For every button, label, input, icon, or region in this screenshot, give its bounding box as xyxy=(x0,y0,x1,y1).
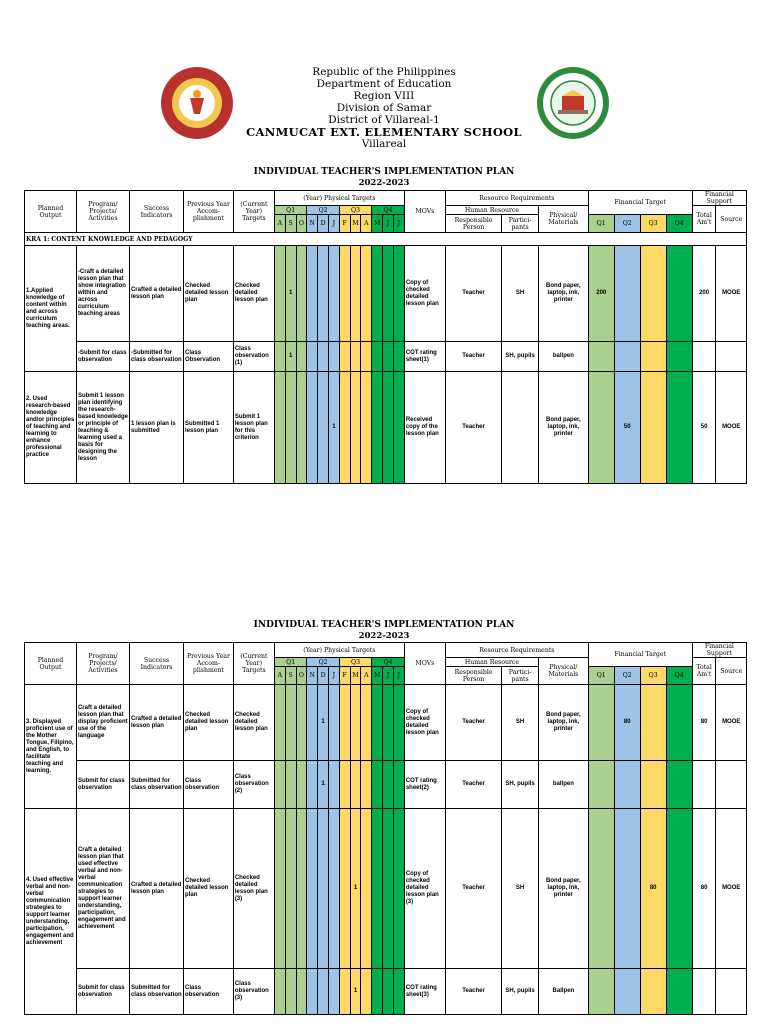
movs-cell: Copy of checked detailed lesson plan (3) xyxy=(404,809,445,969)
financial-quarter-cell xyxy=(588,969,614,1015)
current-target-cell: Checked detailed lesson plan xyxy=(233,685,274,761)
header-program: Program/ Projects/ Activities xyxy=(76,191,129,233)
header-quarter-3: Q3 xyxy=(339,658,371,667)
financial-quarter-cell xyxy=(666,342,692,372)
movs-cell: Copy of checked detailed lesson plan xyxy=(404,685,445,761)
movs-cell: COT rating sheet(2) xyxy=(404,761,445,809)
month-cell xyxy=(285,372,296,484)
month-cell xyxy=(383,809,394,969)
month-cell xyxy=(307,809,318,969)
month-cell xyxy=(285,809,296,969)
division-line: Division of Samar xyxy=(336,102,432,114)
town-line: Villareal xyxy=(361,138,407,150)
month-cell xyxy=(361,969,372,1015)
header-total-amount: Total Am't xyxy=(692,206,716,233)
month-cell xyxy=(296,761,307,809)
participants-cell: SH xyxy=(502,809,539,969)
financial-quarter-cell: 50 xyxy=(614,372,640,484)
month-cell xyxy=(307,685,318,761)
responsible-person-cell: Teacher xyxy=(445,761,501,809)
header-responsible-person: Responsible Person xyxy=(445,667,501,685)
header-month: D xyxy=(318,667,329,685)
materials-cell: Bond paper, laptop, ink, printer xyxy=(538,809,588,969)
previous-accomplishment-cell: Class Observation xyxy=(184,342,234,372)
source-cell: MOOE xyxy=(716,246,747,342)
responsible-person-cell: Teacher xyxy=(445,372,501,484)
district-line: District of Villareal-1 xyxy=(328,114,440,126)
total-amount-cell: 200 xyxy=(692,246,716,342)
total-amount-cell xyxy=(692,969,716,1015)
month-cell xyxy=(307,969,318,1015)
program-cell: -Craft a detailed lesson plan that show integration within and across curriculum teaching areas xyxy=(76,246,129,342)
header-human-resource: Human Resource xyxy=(445,206,538,215)
header-month: M xyxy=(372,667,383,685)
header-quarter-1: Q1 xyxy=(274,206,306,215)
month-cell xyxy=(318,342,329,372)
header-month: A xyxy=(274,667,285,685)
header-month: F xyxy=(339,215,350,233)
participants-cell: SH xyxy=(502,685,539,761)
previous-accomplishment-cell: Submitted 1 lesson plan xyxy=(184,372,234,484)
table-row xyxy=(25,372,747,484)
program-cell: Submit for class observation xyxy=(76,761,129,809)
month-cell xyxy=(393,372,404,484)
kra-label: KRA 1: CONTENT KNOWLEDGE AND PEDAGOGY xyxy=(25,233,747,246)
month-cell xyxy=(307,761,318,809)
month-cell xyxy=(372,685,383,761)
responsible-person-cell: Teacher xyxy=(445,342,501,372)
header-planned-output: Planned Output xyxy=(25,643,77,685)
table-row xyxy=(25,969,747,1015)
financial-quarter-cell xyxy=(614,809,640,969)
financial-quarter-cell: 200 xyxy=(588,246,614,342)
month-cell xyxy=(307,342,318,372)
source-cell xyxy=(716,969,747,1015)
current-target-cell: Class observation (2) xyxy=(233,761,274,809)
month-cell xyxy=(372,761,383,809)
month-cell xyxy=(393,761,404,809)
financial-quarter-cell xyxy=(640,246,666,342)
header-month: N xyxy=(307,667,318,685)
month-cell xyxy=(318,809,329,969)
month-cell xyxy=(350,761,361,809)
source-cell: MOOE xyxy=(716,372,747,484)
planned-output-cell: 2. Used research-based knowledge and/or principles of teaching and learning to enhance professional practice xyxy=(25,372,77,484)
month-cell xyxy=(339,685,350,761)
school-seal-icon xyxy=(536,66,610,140)
header-financial-quarter-1: Q1 xyxy=(588,667,614,685)
header-movs: MOVs xyxy=(404,643,445,685)
month-cell xyxy=(328,969,339,1015)
program-cell: Craft a detailed lesson plan that used effective verbal and non-verbal communication strategies to support learner understanding, participation, engagement and achievement xyxy=(76,809,129,969)
financial-quarter-cell xyxy=(666,809,692,969)
header-human-resource: Human Resource xyxy=(445,658,538,667)
planned-output-cell: 3. Displayed proficient use of the Mother Tongue, Filipino, and English, to facilitate teaching and learning. xyxy=(25,685,77,809)
materials-cell: Bond paper, laptop, ink, printer xyxy=(538,246,588,342)
financial-quarter-cell: 80 xyxy=(640,809,666,969)
month-cell xyxy=(274,342,285,372)
header-month: O xyxy=(296,667,307,685)
source-cell xyxy=(716,761,747,809)
header-physical-materials: Physical/ Materials xyxy=(538,658,588,685)
letterhead xyxy=(0,0,768,160)
success-indicator-cell: Crafted a detailed lesson plan xyxy=(129,246,183,342)
month-cell xyxy=(339,809,350,969)
header-financial-quarter-4: Q4 xyxy=(666,215,692,233)
month-cell xyxy=(285,761,296,809)
month-cell xyxy=(328,761,339,809)
month-cell xyxy=(350,685,361,761)
success-indicator-cell: Crafted a detailed lesson plan xyxy=(129,809,183,969)
month-cell: 1 xyxy=(350,969,361,1015)
total-amount-cell: 50 xyxy=(692,372,716,484)
month-cell xyxy=(318,246,329,342)
header-quarter-3: Q3 xyxy=(339,206,371,215)
participants-cell: SH, pupils xyxy=(502,342,539,372)
implementation-plan-table-1 xyxy=(24,190,747,484)
month-cell xyxy=(296,685,307,761)
previous-accomplishment-cell: Class observation xyxy=(184,761,234,809)
header-financial-quarter-1: Q1 xyxy=(588,215,614,233)
header-month: A xyxy=(274,215,285,233)
header-previous-year: Previous Year Accom-plishment xyxy=(184,643,234,685)
header-total-amount: Total Am't xyxy=(692,658,716,685)
month-cell xyxy=(318,372,329,484)
table-row xyxy=(25,342,747,372)
financial-quarter-cell xyxy=(614,342,640,372)
header-source: Source xyxy=(716,206,747,233)
month-cell xyxy=(296,809,307,969)
table-row xyxy=(25,761,747,809)
header-resource-requirements: Resource Requirements xyxy=(445,191,588,206)
header-month: N xyxy=(307,215,318,233)
financial-quarter-cell xyxy=(588,809,614,969)
header-financial-quarter-3: Q3 xyxy=(640,667,666,685)
month-cell xyxy=(383,372,394,484)
plan-title-2 xyxy=(0,620,768,642)
source-cell: MOOE xyxy=(716,809,747,969)
plan-title-1 xyxy=(0,167,768,189)
responsible-person-cell: Teacher xyxy=(445,246,501,342)
kra-row xyxy=(25,233,747,246)
header-month: S xyxy=(285,215,296,233)
month-cell xyxy=(383,246,394,342)
header-physical-targets: (Year) Physical Targets xyxy=(274,643,404,658)
header-source: Source xyxy=(716,658,747,685)
month-cell xyxy=(350,342,361,372)
financial-quarter-cell xyxy=(588,685,614,761)
header-success-indicators: Success Indicators xyxy=(129,191,183,233)
month-cell: 1 xyxy=(285,246,296,342)
responsible-person-cell: Teacher xyxy=(445,809,501,969)
month-cell xyxy=(350,372,361,484)
month-cell xyxy=(361,809,372,969)
deped-division-seal-icon xyxy=(160,66,234,140)
plan-year: 2022-2023 xyxy=(358,631,410,641)
department-line: Department of Education xyxy=(316,78,452,90)
previous-accomplishment-cell: Checked detailed lesson plan xyxy=(184,809,234,969)
success-indicator-cell: 1 lesson plan is submitted xyxy=(129,372,183,484)
header-financial-quarter-2: Q2 xyxy=(614,215,640,233)
participants-cell: SH, pupils xyxy=(502,761,539,809)
header-month: M xyxy=(350,667,361,685)
month-cell xyxy=(393,246,404,342)
month-cell: 1 xyxy=(318,685,329,761)
header-month: M xyxy=(372,215,383,233)
implementation-plan-table-2 xyxy=(24,642,747,1015)
participants-cell: SH, pupils xyxy=(502,969,539,1015)
month-cell xyxy=(339,761,350,809)
header-quarter-4: Q4 xyxy=(372,206,405,215)
month-cell xyxy=(339,969,350,1015)
month-cell xyxy=(393,342,404,372)
current-target-cell: Checked detailed lesson plan (3) xyxy=(233,809,274,969)
month-cell xyxy=(307,246,318,342)
planned-output-cell: 1.Applied knowledge of content within and across curriculum teaching areas. xyxy=(25,246,77,372)
success-indicator-cell: Crafted a detailed lesson plan xyxy=(129,685,183,761)
success-indicator-cell: Submitted for class observation xyxy=(129,969,183,1015)
header-month: J xyxy=(328,667,339,685)
movs-cell: COT rating sheet(3) xyxy=(404,969,445,1015)
success-indicator-cell: Submitted for class observation xyxy=(129,761,183,809)
header-month: A xyxy=(361,667,372,685)
plan-title-text: INDIVIDUAL TEACHER'S IMPLEMENTATION PLAN xyxy=(253,620,515,630)
month-cell xyxy=(383,685,394,761)
month-cell xyxy=(339,342,350,372)
header-participants: Partici-pants xyxy=(502,667,539,685)
materials-cell: Bond paper, laptop, ink, printer xyxy=(538,685,588,761)
month-cell xyxy=(372,246,383,342)
table-row xyxy=(25,809,747,969)
month-cell xyxy=(296,342,307,372)
header-financial-target: Financial Target xyxy=(588,191,692,215)
month-cell: 1 xyxy=(318,761,329,809)
header-resource-requirements: Resource Requirements xyxy=(445,643,588,658)
header-physical-materials: Physical/ Materials xyxy=(538,206,588,233)
month-cell xyxy=(383,969,394,1015)
month-cell xyxy=(393,809,404,969)
materials-cell: Bond paper, laptop, ink, printer xyxy=(538,372,588,484)
header-month: J xyxy=(393,215,404,233)
letterhead-text xyxy=(234,66,534,150)
header-financial-support: Financial Support xyxy=(692,643,746,658)
month-cell xyxy=(285,969,296,1015)
header-quarter-2: Q2 xyxy=(307,206,339,215)
financial-quarter-cell xyxy=(666,685,692,761)
month-cell xyxy=(383,342,394,372)
month-cell xyxy=(393,969,404,1015)
movs-cell: COT rating sheet(1) xyxy=(404,342,445,372)
header-month: M xyxy=(350,215,361,233)
month-cell xyxy=(361,342,372,372)
month-cell xyxy=(361,246,372,342)
header-program: Program/ Projects/ Activities xyxy=(76,643,129,685)
table-row xyxy=(25,685,747,761)
header-current-targets: (Current Year) Targets xyxy=(233,643,274,685)
header-financial-quarter-4: Q4 xyxy=(666,667,692,685)
header-success-indicators: Success Indicators xyxy=(129,643,183,685)
month-cell xyxy=(296,969,307,1015)
region-line: Region VIII xyxy=(353,90,415,102)
header-movs: MOVs xyxy=(404,191,445,233)
header-financial-quarter-2: Q2 xyxy=(614,667,640,685)
month-cell xyxy=(372,809,383,969)
current-target-cell: Checked detailed lesson plan xyxy=(233,246,274,342)
planned-output-cell: 4. Used effective verbal and non-verbal communication strategies to support learner understanding, participation, engagement and achievement xyxy=(25,809,77,1015)
header-participants: Partici-pants xyxy=(502,215,539,233)
header-financial-support: Financial Support xyxy=(692,191,746,206)
month-cell xyxy=(274,809,285,969)
month-cell xyxy=(274,761,285,809)
school-name: CANMUCAT EXT. ELEMENTARY SCHOOL xyxy=(246,125,522,139)
month-cell xyxy=(361,372,372,484)
header-month: J xyxy=(328,215,339,233)
month-cell xyxy=(274,372,285,484)
financial-quarter-cell xyxy=(666,372,692,484)
financial-quarter-cell xyxy=(614,246,640,342)
month-cell xyxy=(361,761,372,809)
header-financial-target: Financial Target xyxy=(588,643,692,667)
source-cell xyxy=(716,342,747,372)
financial-quarter-cell xyxy=(666,761,692,809)
participants-cell xyxy=(502,372,539,484)
header-month: S xyxy=(285,667,296,685)
financial-quarter-cell xyxy=(588,761,614,809)
header-planned-output: Planned Output xyxy=(25,191,77,233)
plan-year: 2022-2023 xyxy=(358,178,410,188)
program-cell: -Submit for class observation xyxy=(76,342,129,372)
program-cell: Submit for class observation xyxy=(76,969,129,1015)
financial-quarter-cell xyxy=(614,969,640,1015)
financial-quarter-cell xyxy=(640,372,666,484)
header-month: J xyxy=(383,215,394,233)
country-line: Republic of the Philippines xyxy=(312,66,456,78)
header-current-targets: (Current Year) Targets xyxy=(233,191,274,233)
financial-quarter-cell xyxy=(666,969,692,1015)
financial-quarter-cell xyxy=(666,246,692,342)
header-previous-year: Previous Year Accom-plishment xyxy=(184,191,234,233)
month-cell xyxy=(328,246,339,342)
financial-quarter-cell xyxy=(640,685,666,761)
movs-cell: Received copy of the lesson plan xyxy=(404,372,445,484)
header-physical-targets: (Year) Physical Targets xyxy=(274,191,404,206)
financial-quarter-cell xyxy=(640,342,666,372)
month-cell xyxy=(372,969,383,1015)
month-cell xyxy=(372,372,383,484)
responsible-person-cell: Teacher xyxy=(445,685,501,761)
month-cell xyxy=(361,685,372,761)
month-cell xyxy=(318,969,329,1015)
header-month: J xyxy=(383,667,394,685)
total-amount-cell xyxy=(692,342,716,372)
header-quarter-1: Q1 xyxy=(274,658,306,667)
month-cell xyxy=(307,372,318,484)
month-cell xyxy=(393,685,404,761)
financial-quarter-cell xyxy=(640,969,666,1015)
financial-quarter-cell xyxy=(640,761,666,809)
program-cell: Craft a detailed lesson plan that display proficient use of the language xyxy=(76,685,129,761)
success-indicator-cell: -Submitted for class observation xyxy=(129,342,183,372)
materials-cell: Ballpen xyxy=(538,969,588,1015)
movs-cell: Copy of checked detailed lesson plan xyxy=(404,246,445,342)
month-cell xyxy=(328,809,339,969)
current-target-cell: Class observation (3) xyxy=(233,969,274,1015)
financial-quarter-cell: 80 xyxy=(614,685,640,761)
month-cell xyxy=(274,246,285,342)
source-cell: MOOE xyxy=(716,685,747,761)
header-month: J xyxy=(393,667,404,685)
month-cell xyxy=(328,685,339,761)
header-quarter-4: Q4 xyxy=(372,658,405,667)
table-row xyxy=(25,246,747,342)
month-cell xyxy=(350,246,361,342)
month-cell xyxy=(274,685,285,761)
program-cell: Submit 1 lesson plan identifying the research-based knowledge or principle of teaching & learning used a basis for designing the lesson xyxy=(76,372,129,484)
month-cell xyxy=(339,246,350,342)
previous-accomplishment-cell: Checked detailed lesson plan xyxy=(184,685,234,761)
previous-accomplishment-cell: Checked detailed lesson plan xyxy=(184,246,234,342)
header-month: D xyxy=(318,215,329,233)
previous-accomplishment-cell: Class observation xyxy=(184,969,234,1015)
current-target-cell: Submit 1 lesson plan for this criterion xyxy=(233,372,274,484)
plan-title-text: INDIVIDUAL TEACHER'S IMPLEMENTATION PLAN xyxy=(253,167,515,177)
month-cell xyxy=(372,342,383,372)
month-cell xyxy=(296,246,307,342)
participants-cell: SH xyxy=(502,246,539,342)
month-cell xyxy=(328,342,339,372)
month-cell: 1 xyxy=(285,342,296,372)
header-quarter-2: Q2 xyxy=(307,658,339,667)
header-month: O xyxy=(296,215,307,233)
financial-quarter-cell xyxy=(588,372,614,484)
total-amount-cell xyxy=(692,761,716,809)
header-month: A xyxy=(361,215,372,233)
month-cell: 1 xyxy=(350,809,361,969)
current-target-cell: Class observation (1) xyxy=(233,342,274,372)
month-cell xyxy=(383,761,394,809)
financial-quarter-cell xyxy=(588,342,614,372)
month-cell xyxy=(296,372,307,484)
month-cell xyxy=(285,685,296,761)
responsible-person-cell: Teacher xyxy=(445,969,501,1015)
month-cell xyxy=(339,372,350,484)
financial-quarter-cell xyxy=(614,761,640,809)
total-amount-cell: 80 xyxy=(692,809,716,969)
materials-cell: ballpen xyxy=(538,761,588,809)
materials-cell: ballpen xyxy=(538,342,588,372)
header-month: F xyxy=(339,667,350,685)
header-responsible-person: Responsible Person xyxy=(445,215,501,233)
header-financial-quarter-3: Q3 xyxy=(640,215,666,233)
total-amount-cell: 80 xyxy=(692,685,716,761)
month-cell: 1 xyxy=(328,372,339,484)
month-cell xyxy=(274,969,285,1015)
